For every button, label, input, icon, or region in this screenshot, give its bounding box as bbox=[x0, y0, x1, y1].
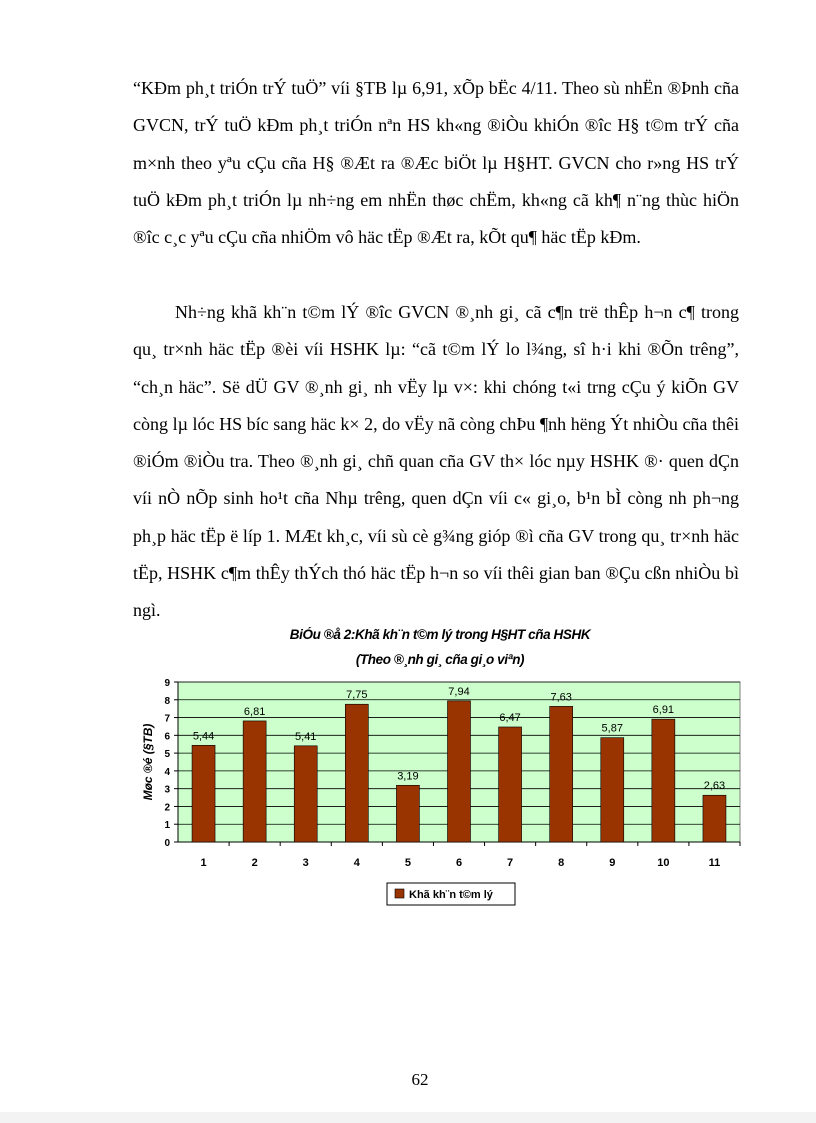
y-tick-label: 6 bbox=[164, 731, 170, 743]
data-label: 5,87 bbox=[601, 722, 623, 735]
y-tick-label: 0 bbox=[164, 838, 170, 849]
data-label: 7,63 bbox=[550, 691, 572, 704]
legend-swatch bbox=[395, 889, 404, 898]
bar bbox=[345, 704, 368, 842]
bar bbox=[294, 746, 317, 842]
x-tick-label: 7 bbox=[507, 857, 514, 869]
bar bbox=[499, 727, 522, 842]
y-tick-label: 7 bbox=[164, 713, 170, 725]
data-label: 5,44 bbox=[192, 730, 215, 743]
x-tick-label: 9 bbox=[609, 857, 616, 869]
y-tick-label: 1 bbox=[164, 820, 170, 832]
page-number: 62 bbox=[411, 1070, 429, 1089]
data-label: 5,41 bbox=[295, 730, 317, 743]
bar bbox=[601, 738, 624, 842]
bar bbox=[652, 719, 675, 842]
data-label: 3,19 bbox=[397, 770, 419, 783]
x-tick-label: 6 bbox=[455, 857, 463, 869]
y-tick-label: 8 bbox=[164, 695, 170, 707]
chart-title: BiÓu ®å 2:Khã kh¨n t©m lý trong H§HT cña HSHK bbox=[289, 627, 591, 642]
bar bbox=[448, 701, 471, 842]
body-paragraph-2: Nh÷ng khã kh¨n t©m lÝ ®îc GVCN ®¸nh gi¸ cã c¶n trë thÊp h¬n c¶ trong qu¸ tr×nh häc tËp ®èi víi HSHK lµ: “cã t©m lÝ lo l¾ng, sî h·i khi ®Õn trêng”, “ch¸n häc”. Së dÜ GV ®¸nh gi¸ nh vËy lµ v×: khi chóng t«i trng cÇu ý kiÕn GV còng lµ lóc HS bíc sang häc k× 2, do vËy nã còng chÞu ¶nh hëng Ýt nhiÒu cña thêi ®iÓm ®iÒu tra. Theo ®¸nh gi¸ chñ quan cña GV th× lóc nµy HSHK ®· quen dÇn víi nÒ nÕp sinh ho¹t cña Nhµ trêng, quen dÇn víi c« gi¸o, b¹n bÌ còng nh ph¬ng ph¸p häc tËp ë líp 1. MÆt kh¸c, víi sù cè g¾ng gióp ®ì cña GV trong qu¸ tr×nh häc tËp, HSHK c¶m thÊy thÝch thó häc tËp h¬n so víi thêi gian ban ®Çu cßn nhiÒu bì ngì. bbox=[133, 302, 739, 621]
bar bbox=[243, 721, 266, 842]
y-tick-label: 3 bbox=[164, 784, 170, 796]
data-label: 2,63 bbox=[703, 780, 726, 793]
bar bbox=[396, 785, 419, 842]
x-tick-label: 10 bbox=[657, 857, 670, 869]
x-tick-label: 4 bbox=[353, 857, 360, 869]
chart-subtitle: (Theo ®¸nh gi¸ cña gi¸o viªn) bbox=[355, 652, 525, 667]
data-label: 6,47 bbox=[499, 711, 521, 724]
data-label: 6,91 bbox=[652, 704, 675, 717]
legend-label: Khã kh¨n t©m lý bbox=[409, 889, 493, 901]
y-tick-label: 4 bbox=[164, 766, 170, 778]
page-bottom-band bbox=[0, 1112, 816, 1123]
bar bbox=[192, 745, 215, 842]
data-label: 7,75 bbox=[346, 689, 368, 702]
bar-chart bbox=[130, 670, 750, 920]
x-tick-label: 11 bbox=[708, 857, 721, 869]
y-tick-label: 5 bbox=[164, 749, 170, 761]
y-axis-title: Møc ®é (§TB) bbox=[141, 723, 155, 801]
data-label: 7,94 bbox=[448, 685, 470, 698]
bar bbox=[550, 706, 573, 842]
x-tick-label: 2 bbox=[251, 857, 258, 869]
y-tick-label: 2 bbox=[164, 802, 170, 814]
x-tick-label: 3 bbox=[302, 857, 309, 869]
data-label: 6,81 bbox=[243, 705, 266, 718]
x-tick-label: 8 bbox=[558, 857, 565, 869]
x-tick-label: 5 bbox=[404, 857, 411, 869]
x-tick-label: 1 bbox=[200, 857, 207, 869]
bar bbox=[703, 795, 726, 842]
body-paragraph-1: “KÐm ph¸t triÓn trÝ tuÖ” víi §TB lµ 6,91, xÕp bËc 4/11. Theo sù nhËn ®Þnh cña GVCN, trÝ tuÖ kÐm ph¸t triÓn nªn HS kh«ng ®iÒu khiÓn ®îc H§ t©m trÝ cña m×nh theo yªu cÇu cña H§ ®Æt ra ®Æc biÖt lµ H§HT. GVCN cho r»ng HS trÝ tuÖ kÐm ph¸t triÓn lµ nh÷ng em nhËn thøc chËm, kh«ng cã kh¶ n¨ng thùc hiÖn ®îc c¸c yªu cÇu cña nhiÖm vô häc tËp ®Æt ra, kÕt qu¶ häc tËp kÐm. bbox=[133, 78, 739, 248]
y-tick-label: 9 bbox=[164, 678, 170, 689]
